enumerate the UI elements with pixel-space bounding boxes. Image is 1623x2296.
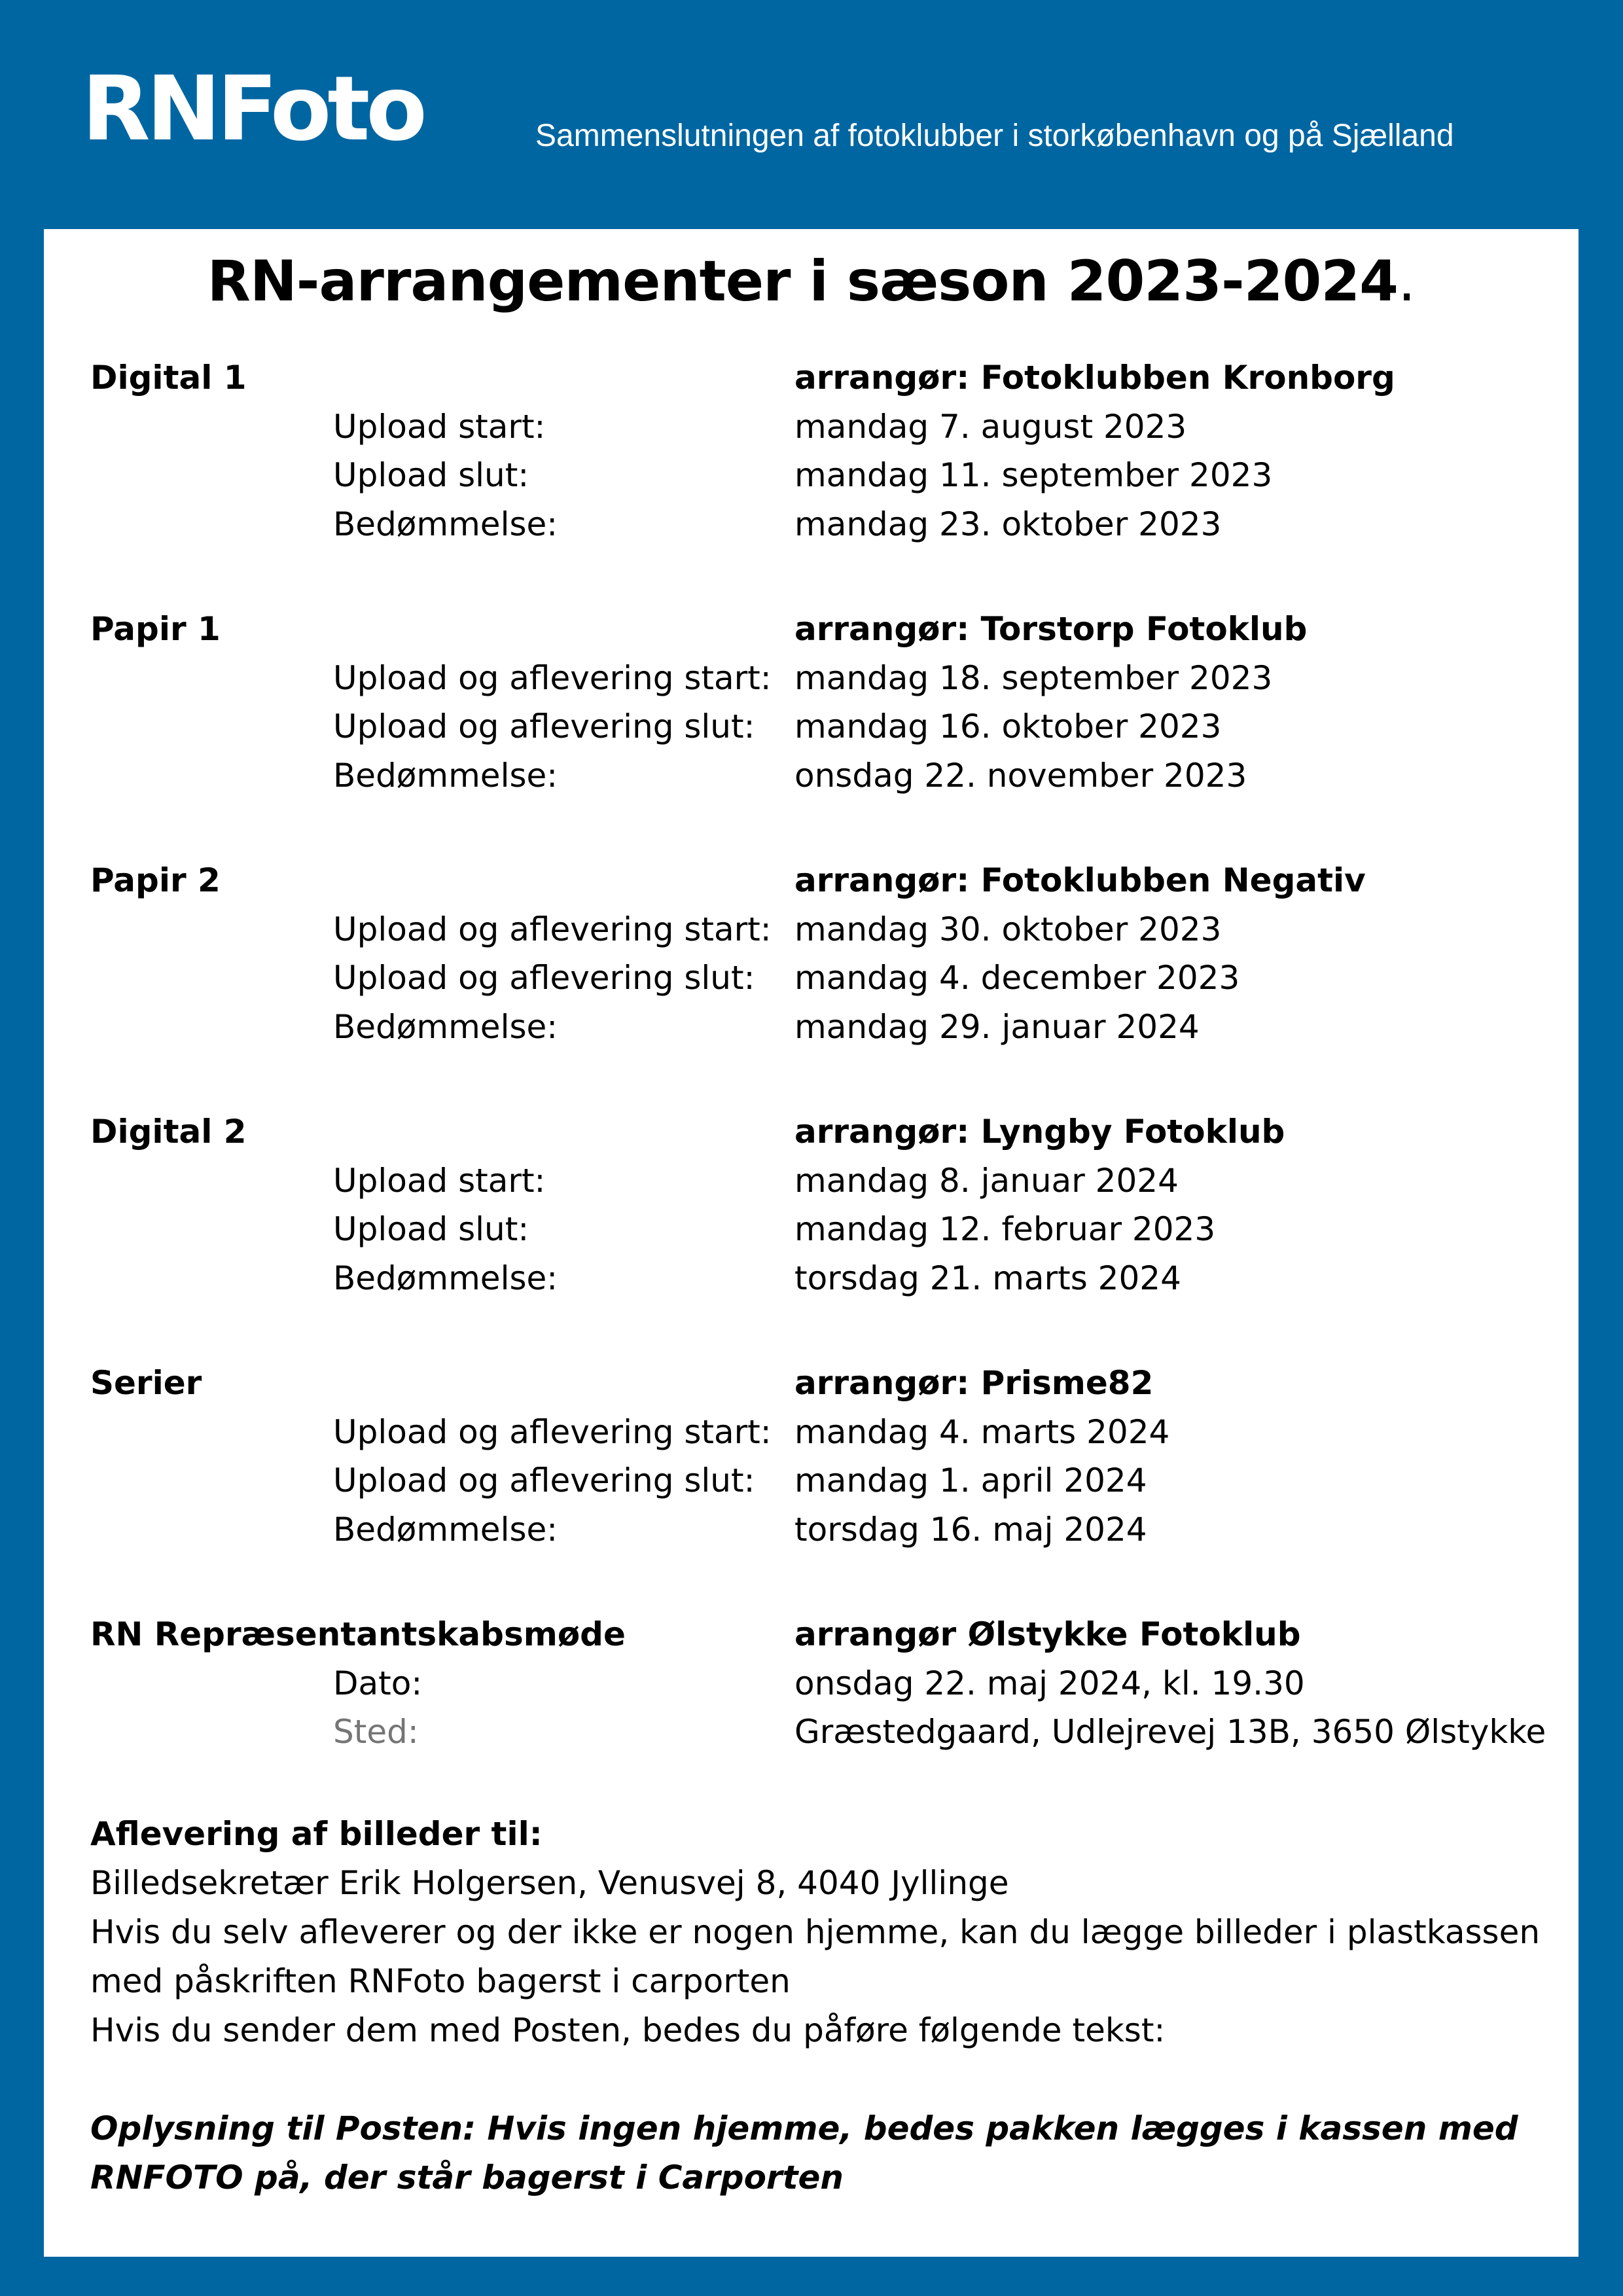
event-name: Digital 1 <box>90 359 247 397</box>
event-section <box>90 856 1563 1051</box>
page-title-suffix: . <box>1398 249 1416 314</box>
event-detail-row <box>90 1003 1563 1052</box>
delivery-line-self: Hvis du selv afleverer og der ikke er nogen hjemme, kan du lægge billeder i plastkassen med påskriften RNFoto bagerst i carporten <box>90 1913 1541 2000</box>
event-detail-value: mandag 16. oktober 2023 <box>794 708 1222 745</box>
event-header-row <box>90 1610 1563 1659</box>
event-detail-label: Upload og aflevering slut: <box>333 959 755 997</box>
event-section <box>90 1107 1563 1302</box>
event-section <box>90 605 1563 800</box>
row-indent <box>90 1408 333 1457</box>
event-detail-value: mandag 4. december 2023 <box>794 959 1240 997</box>
event-section <box>90 1359 1563 1554</box>
event-detail-row <box>90 1659 1563 1708</box>
row-indent <box>90 702 333 751</box>
event-detail-row <box>90 1408 1563 1457</box>
row-indent <box>90 451 333 500</box>
event-detail-value: mandag 4. marts 2024 <box>794 1412 1170 1451</box>
event-detail-value: onsdag 22. maj 2024, kl. 19.30 <box>794 1664 1305 1702</box>
event-header-row <box>90 353 1563 403</box>
event-detail-value: mandag 18. september 2023 <box>794 658 1273 697</box>
row-indent <box>90 1254 333 1303</box>
event-detail-row <box>90 500 1563 549</box>
row-indent <box>90 1659 333 1708</box>
delivery-line-address: Billedsekretær Erik Holgersen, Venusvej 8, 4040 Jyllinge <box>90 1864 1009 1902</box>
delivery-heading: Aflevering af billeder til: <box>90 1815 543 1853</box>
rnfoto-logo: RNFoto <box>82 58 423 161</box>
event-detail-row <box>90 403 1563 452</box>
event-detail-label: Bedømmelse: <box>333 1259 558 1297</box>
event-header-row <box>90 605 1563 654</box>
row-indent <box>90 1205 333 1254</box>
event-detail-value: mandag 7. august 2023 <box>794 407 1187 446</box>
delivery-section <box>90 1810 1556 2202</box>
event-name: RN Repræsentantskabsmøde <box>90 1615 626 1653</box>
event-detail-row <box>90 1205 1563 1254</box>
event-header-row <box>90 856 1563 905</box>
events-list <box>90 353 1563 1813</box>
event-detail-row <box>90 654 1563 703</box>
event-detail-row <box>90 954 1563 1003</box>
delivery-note: Oplysning til Posten: Hvis ingen hjemme, bedes pakken lægges i kassen med RNFOTO på, der står bagerst i Carporten <box>90 2109 1518 2197</box>
event-detail-value: mandag 29. januar 2024 <box>794 1007 1200 1046</box>
event-name: Papir 1 <box>90 610 221 648</box>
row-indent <box>90 403 333 452</box>
event-detail-value: Græstedgaard, Udlejrevej 13B, 3650 Ølstykke <box>794 1713 1546 1751</box>
event-section <box>90 1610 1563 1757</box>
event-organizer: arrangør: Prisme82 <box>794 1364 1154 1402</box>
event-detail-value: mandag 12. februar 2023 <box>794 1210 1216 1248</box>
event-detail-label: Upload slut: <box>333 1210 529 1248</box>
event-detail-row <box>90 1157 1563 1206</box>
event-name: Digital 2 <box>90 1113 247 1151</box>
event-detail-label: Upload og aflevering start: <box>333 658 772 697</box>
event-detail-row <box>90 702 1563 751</box>
page-title <box>44 242 1578 321</box>
document-page <box>44 229 1578 2257</box>
row-indent <box>90 500 333 549</box>
event-organizer: arrangør: Fotoklubben Negativ <box>794 861 1366 899</box>
event-detail-row <box>90 1254 1563 1303</box>
event-detail-label: Sted: <box>333 1713 419 1751</box>
event-detail-label: Dato: <box>333 1664 423 1702</box>
row-indent <box>90 954 333 1003</box>
event-detail-value: mandag 8. januar 2024 <box>794 1161 1179 1200</box>
event-detail-label: Upload og aflevering slut: <box>333 1462 755 1499</box>
event-organizer: arrangør Ølstykke Fotoklub <box>794 1615 1301 1653</box>
event-detail-label: Upload og aflevering start: <box>333 910 772 948</box>
event-name: Papir 2 <box>90 861 221 899</box>
event-detail-label: Bedømmelse: <box>333 756 558 795</box>
event-detail-label: Upload start: <box>333 407 546 446</box>
row-indent <box>90 1708 333 1757</box>
delivery-line-post: Hvis du sender dem med Posten, bedes du påføre følgende tekst: <box>90 2011 1166 2049</box>
event-name: Serier <box>90 1364 202 1402</box>
event-organizer: arrangør: Torstorp Fotoklub <box>794 610 1308 648</box>
page-title-text: RN-arrangementer i sæson 2023-2024 <box>207 249 1399 314</box>
event-detail-label: Upload start: <box>333 1161 546 1200</box>
row-indent <box>90 1505 333 1554</box>
event-detail-row <box>90 1456 1563 1505</box>
event-detail-value: torsdag 21. marts 2024 <box>794 1259 1181 1297</box>
event-header-row <box>90 1359 1563 1408</box>
event-detail-label: Bedømmelse: <box>333 505 558 543</box>
event-detail-value: mandag 23. oktober 2023 <box>794 505 1222 543</box>
row-indent <box>90 905 333 954</box>
event-detail-label: Upload og aflevering start: <box>333 1412 772 1451</box>
row-indent <box>90 1456 333 1505</box>
event-detail-value: torsdag 16. maj 2024 <box>794 1510 1147 1549</box>
event-detail-row <box>90 1708 1563 1757</box>
row-indent <box>90 751 333 800</box>
row-indent <box>90 1003 333 1052</box>
header-tagline: Sammenslutningen af fotoklubber i storkøbenhavn og på Sjælland <box>535 118 1454 153</box>
event-detail-label: Bedømmelse: <box>333 1007 558 1046</box>
row-indent <box>90 1157 333 1206</box>
event-organizer: arrangør: Fotoklubben Kronborg <box>794 359 1395 397</box>
event-detail-label: Upload og aflevering slut: <box>333 708 755 745</box>
header-banner <box>0 0 1623 229</box>
row-indent <box>90 654 333 703</box>
event-detail-row <box>90 905 1563 954</box>
event-organizer: arrangør: Lyngby Fotoklub <box>794 1113 1285 1151</box>
event-detail-label: Upload slut: <box>333 456 529 494</box>
event-detail-row <box>90 451 1563 500</box>
event-section <box>90 353 1563 548</box>
event-detail-label: Bedømmelse: <box>333 1510 558 1549</box>
event-detail-value: onsdag 22. november 2023 <box>794 756 1247 795</box>
event-header-row <box>90 1107 1563 1157</box>
event-detail-row <box>90 751 1563 800</box>
event-detail-value: mandag 30. oktober 2023 <box>794 910 1222 948</box>
event-detail-value: mandag 1. april 2024 <box>794 1462 1147 1499</box>
event-detail-row <box>90 1505 1563 1554</box>
event-detail-value: mandag 11. september 2023 <box>794 456 1273 494</box>
